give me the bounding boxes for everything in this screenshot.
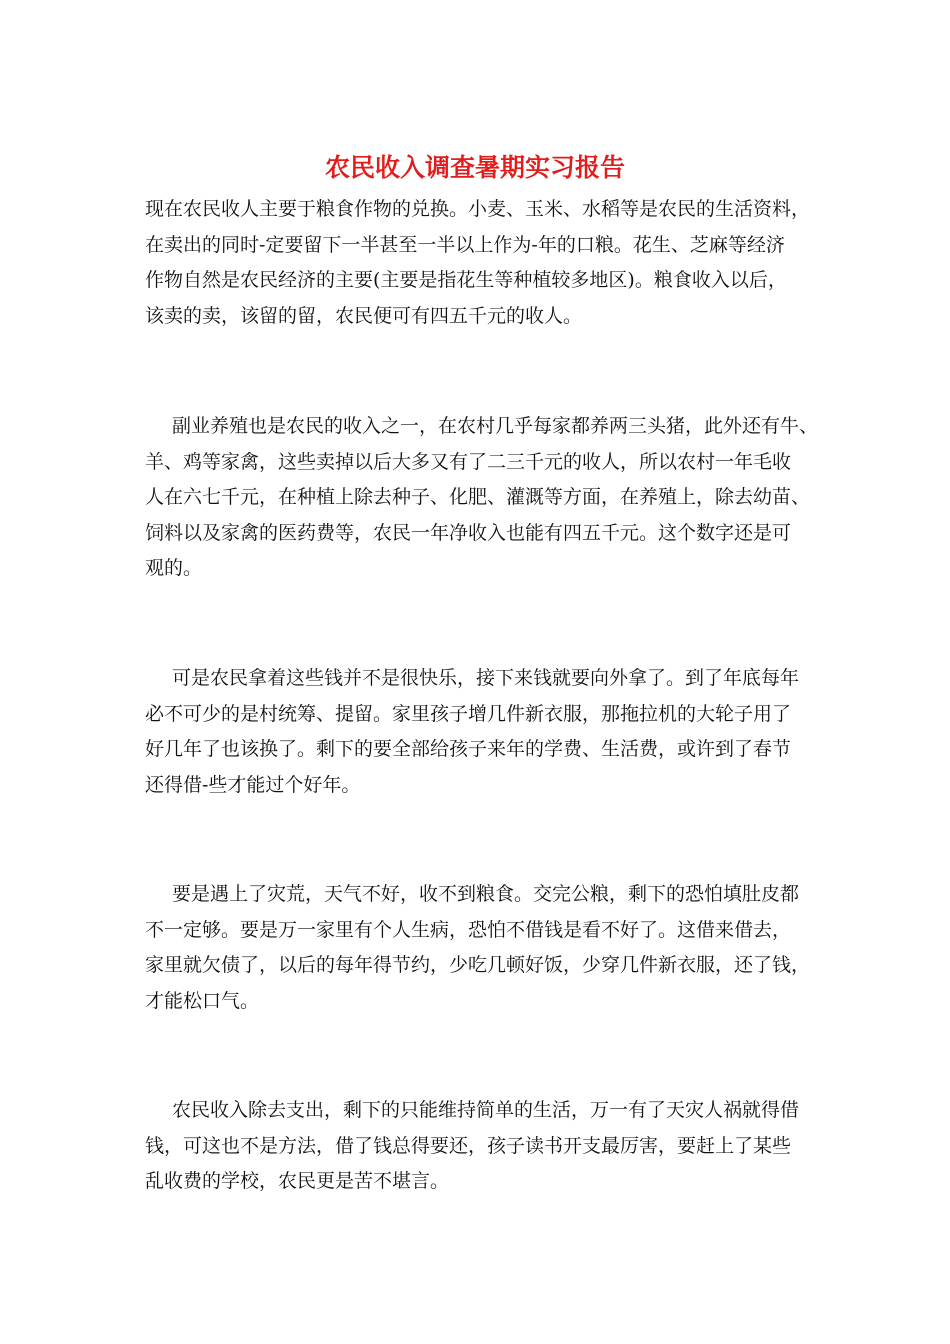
paragraph-line: 农民收入除去支出，剩下的只能维持简单的生活，万一有了天灾人祸就得借 bbox=[172, 1099, 800, 1121]
paragraph-4 bbox=[145, 877, 815, 1019]
paragraph-2 bbox=[145, 409, 819, 587]
paragraph-1 bbox=[145, 192, 815, 334]
document-title: 农民收入调查暑期实习报告 bbox=[324, 153, 625, 182]
paragraph-line: 羊、鸡等家禽，这些卖掉以后大多又有了二三千元的收人，所以农村一年毛收 bbox=[145, 450, 792, 473]
paragraph-line: 要是遇上了灾荒，天气不好，收不到粮食。交完公粮，剩下的恐怕填肚皮都 bbox=[172, 883, 800, 905]
paragraph-line: 乱收费的学校，农民更是苦不堪言。 bbox=[145, 1170, 450, 1192]
paragraph-line: 还得借-些才能过个好年。 bbox=[145, 773, 361, 796]
paragraph-line: 该卖的卖，该留的留，农民便可有四五千元的收人。 bbox=[145, 304, 583, 327]
paragraph-line: 钱，可这也不是方法，借了钱总得要还，孩子读书开支最厉害，要赶上了某些 bbox=[145, 1134, 792, 1157]
paragraph-line: 人在六七千元，在种植上除去种子、化肥、灌溉等方面，在养殖上，除去幼苗、 bbox=[145, 486, 811, 508]
paragraph-line: 必不可少的是村统筹、提留。家里孩子增几件新衣服，那拖拉机的大轮子用了 bbox=[145, 702, 792, 725]
paragraph-line: 家里就欠债了，以后的每年得节约，少吃几顿好饭，少穿几件新衣服，还了钱， bbox=[145, 954, 811, 976]
paragraph-line: 现在农民收人主要于粮食作物的兑换。小麦、玉米、水稻等是农民的生活资料， bbox=[145, 198, 811, 220]
paragraph-line: 可是农民拿着这些钱并不是很快乐，接下来钱就要向外拿了。到了年底每年 bbox=[172, 667, 800, 689]
paragraph-line: 观的。 bbox=[145, 557, 203, 579]
paragraph-line: 才能松口气。 bbox=[145, 989, 260, 1012]
paragraph-line: 饲料以及家禽的医药费等，农民一年净收入也能有四五千元。这个数字还是可 bbox=[145, 521, 792, 544]
paragraph-line: 副业养殖也是农民的收入之一，在农村几乎每家都养两三头猪，此外还有牛、 bbox=[172, 415, 819, 437]
paragraph-5 bbox=[145, 1093, 815, 1200]
paragraph-line: 在卖出的同时-定要留下一半甚至一半以上作为-年的口粮。花生、芝麻等经济 bbox=[145, 233, 785, 256]
paragraph-line: 作物自然是农民经济的主要(主要是指花生等种植较多地区)。粮食收入以后， bbox=[145, 269, 787, 291]
paragraph-line: 不一定够。要是万一家里有个人生病，恐怕不借钱是看不好了。这借来借去， bbox=[145, 918, 792, 941]
paragraph-line: 好几年了也该换了。剩下的要全部给孩子来年的学费、生活费，或许到了春节 bbox=[145, 738, 792, 760]
paragraph-3 bbox=[145, 661, 815, 803]
